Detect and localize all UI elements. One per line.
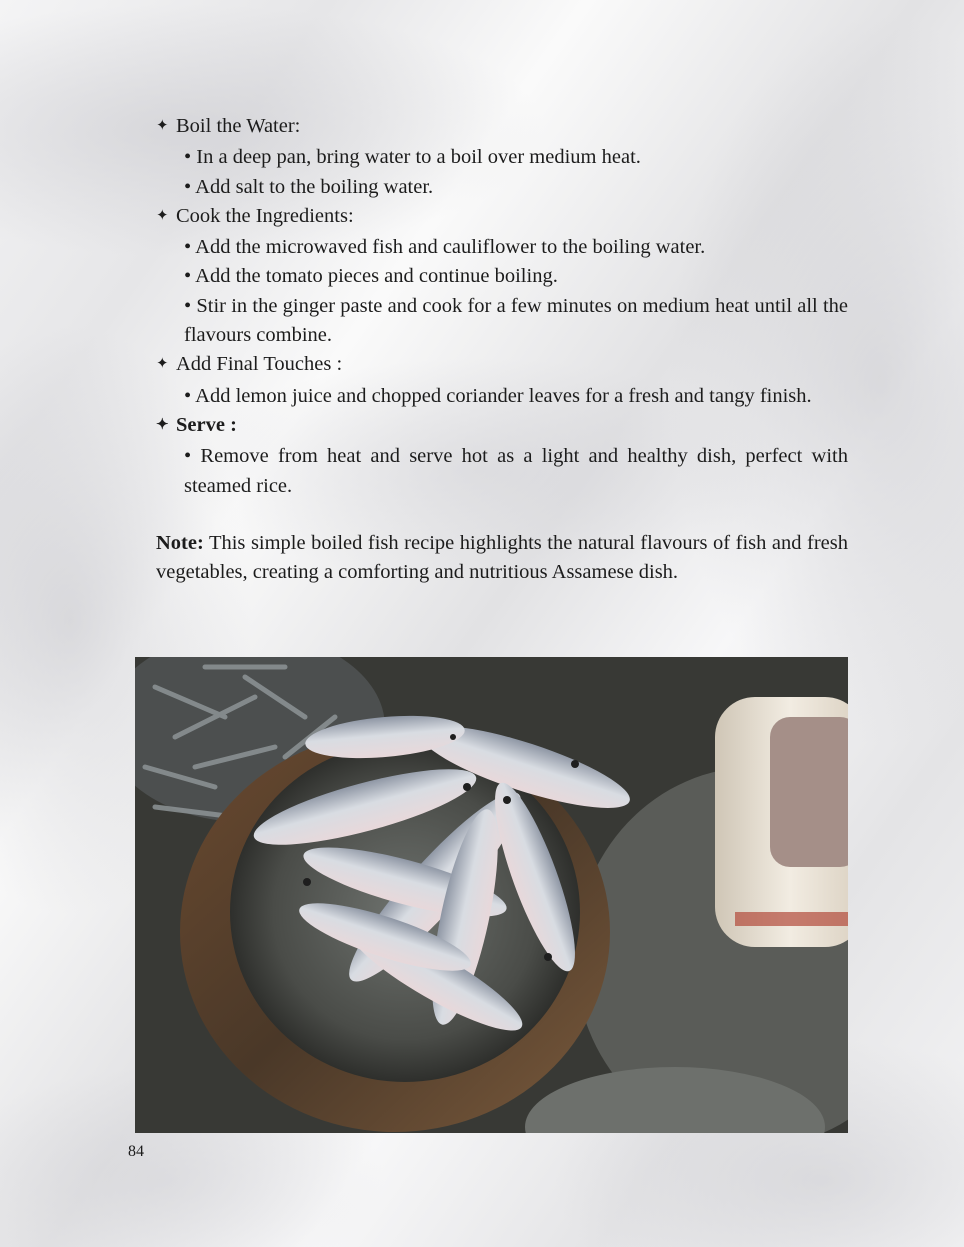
list-item: • Add salt to the boiling water. (184, 175, 434, 198)
step-final-touches (156, 350, 848, 411)
step-heading: Cook the Ingredients: (176, 204, 354, 227)
list-item: • Add the tomato pieces and continue boiling. (184, 265, 558, 288)
step-cook-ingredients (156, 202, 848, 350)
four-pointed-star-icon: ✦ (156, 207, 169, 224)
step-heading: Add Final Touches : (176, 353, 343, 376)
step-boil-water (156, 112, 848, 202)
list-item: • Add lemon juice and chopped coriander leaves for a fresh and tangy finish. (184, 384, 812, 407)
list-item: • Add the microwaved fish and cauliflower to the boiling water. (184, 236, 706, 259)
four-pointed-star-icon: ✦ (156, 118, 169, 134)
step-heading: Serve : (176, 413, 237, 436)
four-pointed-star-icon: ✦ (156, 356, 169, 373)
step-heading: Boil the Water: (176, 115, 301, 137)
note-text: This simple boiled fish recipe highlights the natural flavours of fish and fresh vegetables, creating a comforting and nutritious Assamese dish. (156, 531, 848, 584)
list-item: • In a deep pan, bring water to a boil over medium heat. (184, 146, 641, 169)
list-item: • Remove from heat and serve hot as a light and healthy dish, perfect with steamed rice. (184, 445, 848, 497)
note-label: Note: (156, 531, 204, 554)
list-item: • Stir in the ginger paste and cook for a few minutes on medium heat until all the flavours combine. (184, 294, 848, 347)
step-serve (156, 411, 848, 501)
fish-photo (135, 657, 848, 1133)
four-pointed-star-icon: ✦ (156, 416, 169, 433)
recipe-note (156, 529, 848, 588)
recipe-steps (156, 112, 848, 587)
page-number: 84 (128, 1143, 144, 1160)
